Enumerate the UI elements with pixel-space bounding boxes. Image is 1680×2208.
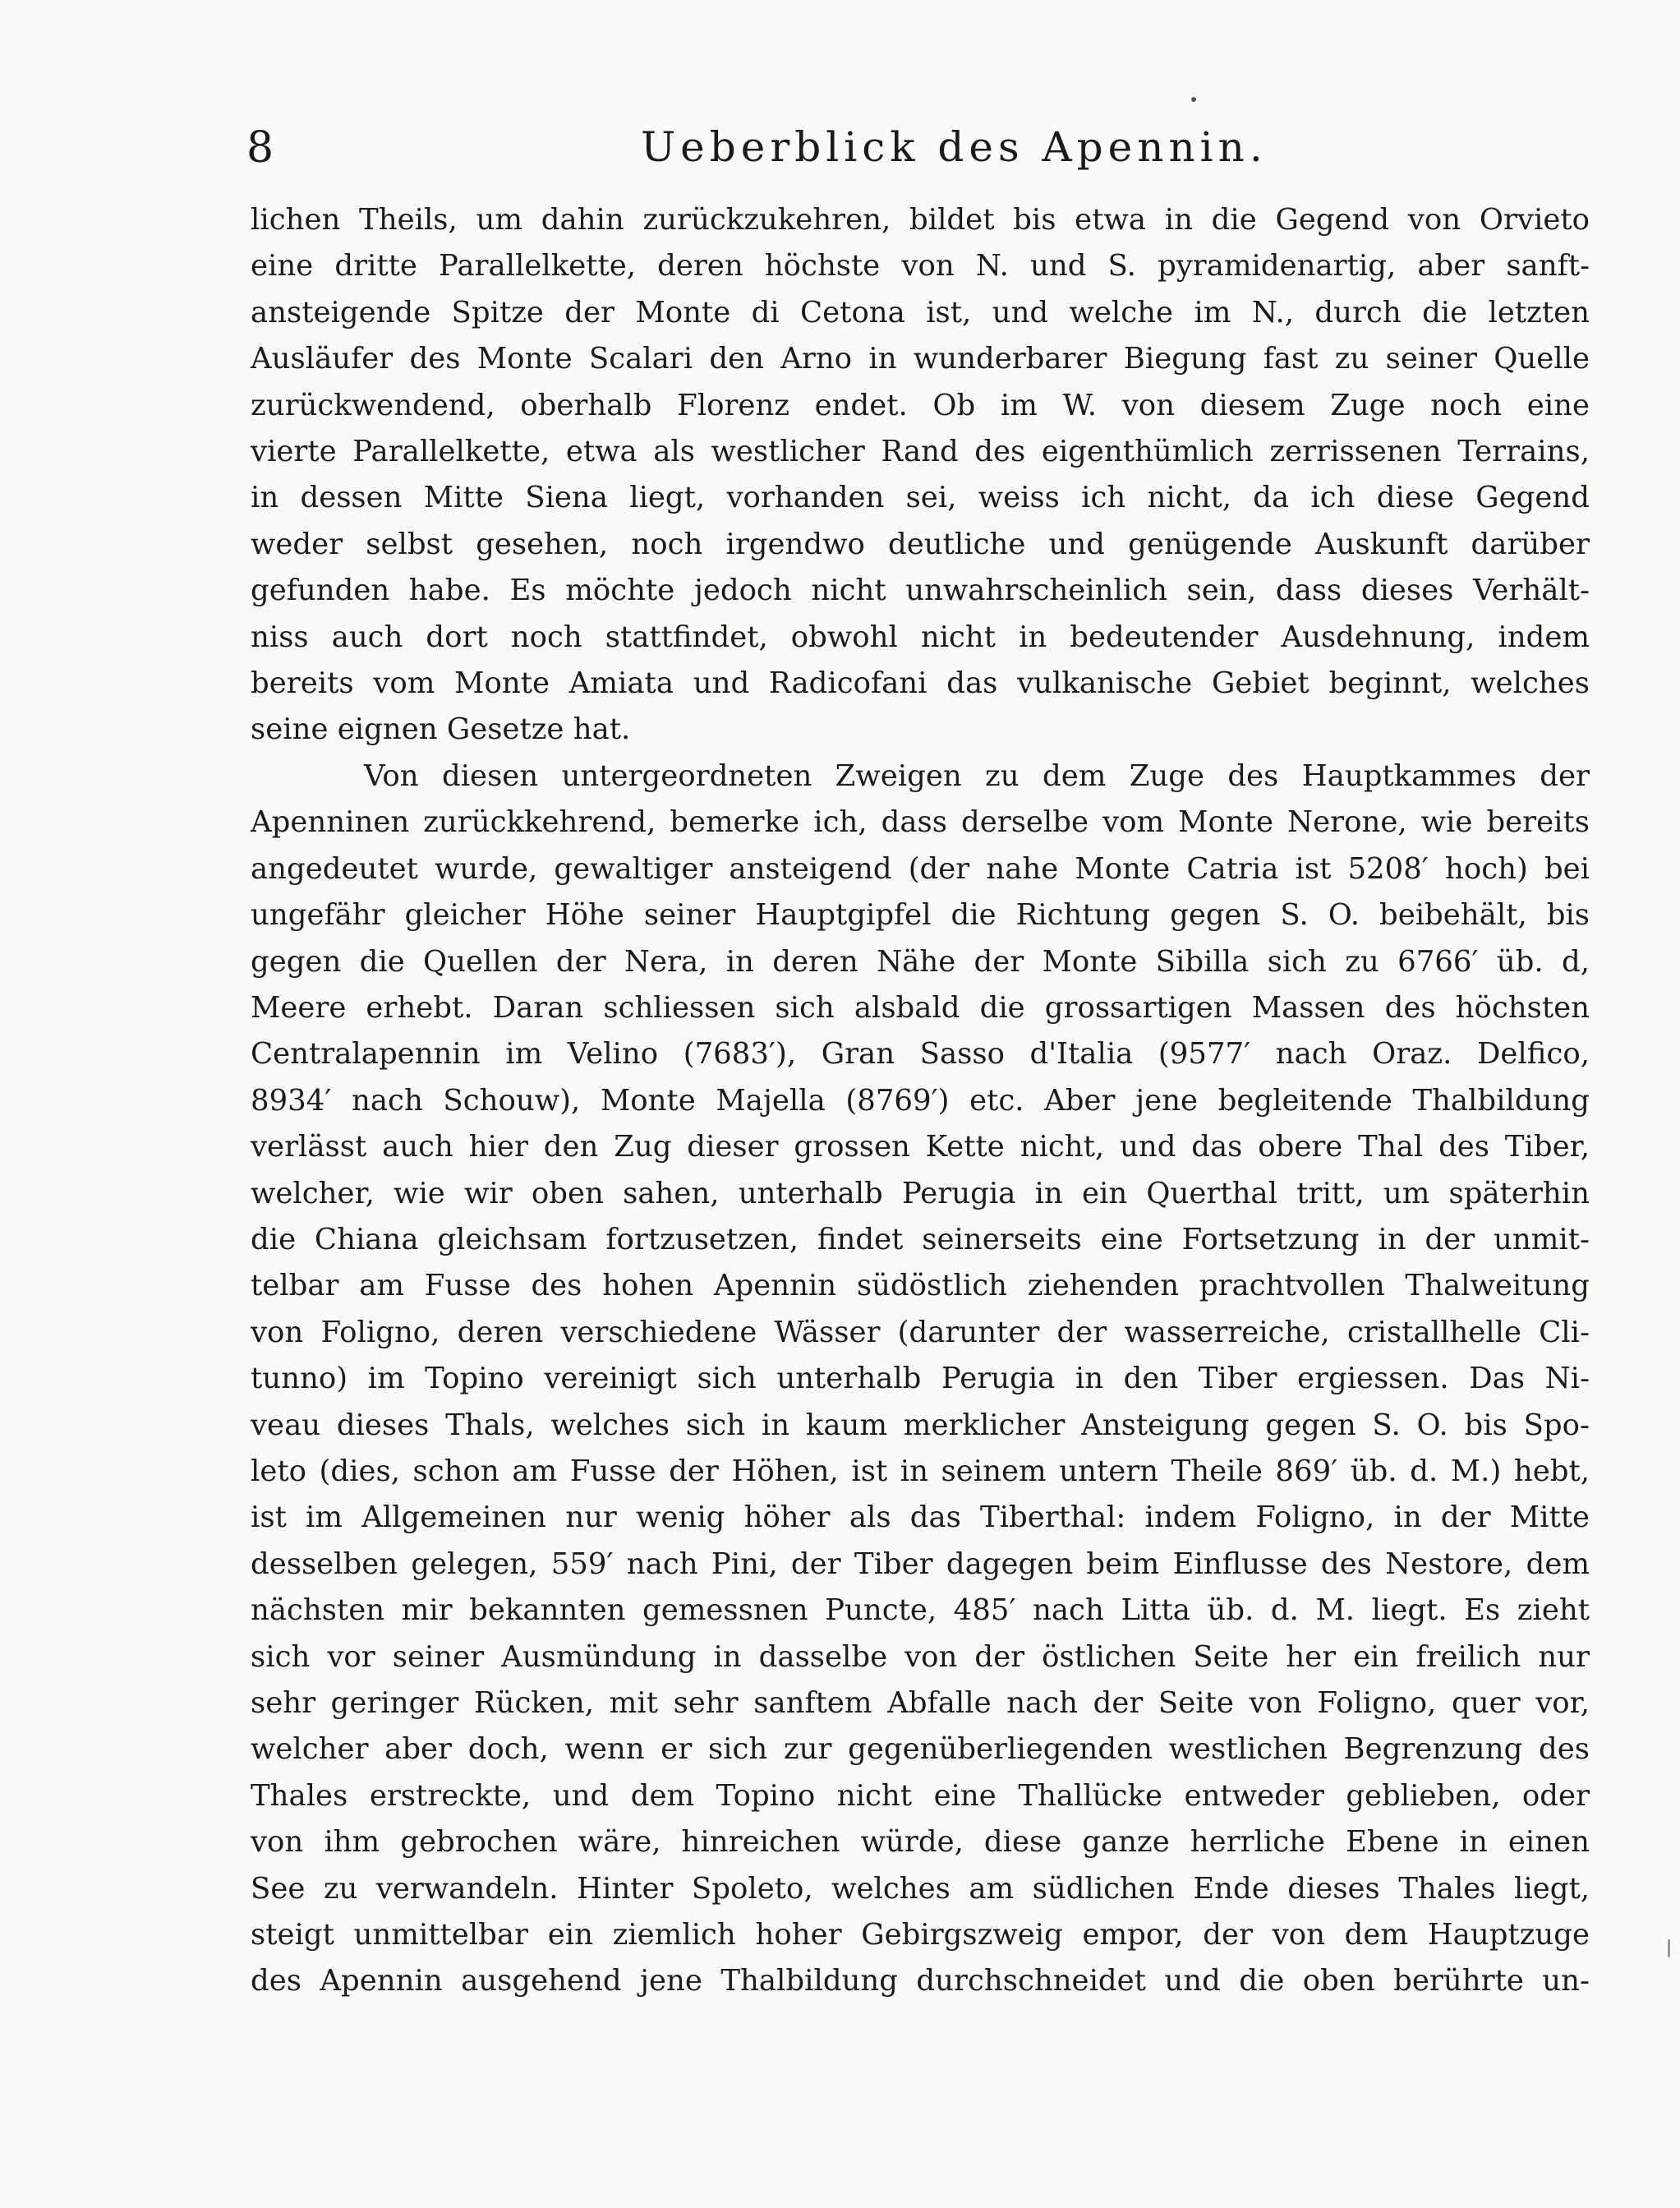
text-line: vierte Parallelkette, etwa als westlicher Rand des eigenthümlich zerrissenen Terrains, [251,435,1590,469]
text-line: des Apennin ausgehend jene Thalbildung durchschneidet und die oben berührte un- [251,1964,1590,1998]
text-line: zurückwendend, oberhalb Florenz endet. Ob im W. von diesem Zuge noch eine [251,388,1590,422]
text-line: Apenninen zurückkehrend, bemerke ich, dass derselbe vom Monte Nerone, wie bereits [251,805,1590,840]
running-title: Ueberblick des Apennin. [641,123,1268,171]
page-header [246,123,1627,189]
ink-speck [1191,97,1196,102]
ink-speck [1668,1939,1670,1957]
text-line: 8934′ nach Schouw), Monte Majella (8769′) etc. Aber jene begleitende Thalbildung [251,1083,1590,1118]
text-line: weder selbst gesehen, noch irgendwo deutliche und genügende Auskunft darüber [251,527,1590,561]
text-line: tunno) im Topino vereinigt sich unterhalb Perugia in den Tiber ergiessen. Das Ni- [251,1362,1590,1396]
text-line: bereits vom Monte Amiata und Radicofani das vulkanische Gebiet beginnt, welches [251,666,1590,701]
text-line: See zu verwandeln. Hinter Spoleto, welches am südlichen Ende dieses Thales liegt, [251,1871,1590,1906]
text-line: ungefähr gleicher Höhe seiner Hauptgipfel die Richtung gegen S. O. beibehält, bis [251,898,1590,933]
text-line: die Chiana gleichsam fortzusetzen, findet seinerseits eine Fortsetzung in der unmit- [251,1222,1590,1256]
text-line: telbar am Fusse des hohen Apennin südöstlich ziehenden prachtvollen Thalweitung [251,1269,1590,1303]
text-line: nächsten mir bekannten gemessnen Puncte, 485′ nach Litta üb. d. M. liegt. Es zieht [251,1593,1590,1628]
text-line: Centralapennin im Velino (7683′), Gran Sasso d'Italia (9577′ nach Oraz. Delfico, [251,1037,1590,1072]
text-line: in dessen Mitte Siena liegt, vorhanden sei, weiss ich nicht, da ich diese Gegend [251,481,1590,515]
body-text [251,197,1590,2005]
text-line: ist im Allgemeinen nur wenig höher als das Tiberthal: indem Foligno, in der Mitte [251,1500,1590,1535]
text-line: von Foligno, deren verschiedene Wässer (darunter der wasserreiche, cristallhelle Cli- [251,1315,1590,1349]
text-line: welcher, wie wir oben sahen, unterhalb Perugia in ein Querthal tritt, um späterhin [251,1176,1590,1210]
text-line: von ihm gebrochen wäre, hinreichen würde, diese ganze herrliche Ebene in einen [251,1825,1590,1860]
text-line: Meere erhebt. Daran schliessen sich alsbald die grossartigen Massen des höchsten [251,990,1590,1025]
paragraph-end-line: seine eignen Gesetze hat. [251,712,631,747]
text-line: eine dritte Parallelkette, deren höchste von N. und S. pyramidenartig, aber sanft- [251,249,1590,283]
text-line: lichen Theils, um dahin zurückzukehren, bildet bis etwa in die Gegend von Orvieto [251,203,1590,237]
text-line: gegen die Quellen der Nera, in deren Nähe der Monte Sibilla sich zu 6766′ üb. d, [251,944,1590,979]
text-line: angedeutet wurde, gewaltiger ansteigend (der nahe Monte Catria ist 5208′ hoch) bei [251,851,1590,886]
text-line: gefunden habe. Es möchte jedoch nicht unwahrscheinlich sein, dass dieses Verhält- [251,574,1590,608]
page-number: 8 [246,123,274,173]
paragraph-start-line: Von diesen untergeordneten Zweigen zu dem Zuge des Hauptkammes der [364,758,1590,793]
text-line: Thales erstreckte, und dem Topino nicht eine Thallücke entweder geblieben, oder [251,1778,1590,1813]
text-line: sich vor seiner Ausmündung in dasselbe von der östlichen Seite her ein freilich nur [251,1639,1590,1674]
text-line: verlässt auch hier den Zug dieser grossen Kette nicht, und das obere Thal des Tiber, [251,1130,1590,1164]
text-line: leto (dies, schon am Fusse der Höhen, ist in seinem untern Theile 869′ üb. d. M.) hebt, [251,1454,1590,1488]
text-line: Ausläufer des Monte Scalari den Arno in wunderbarer Biegung fast zu seiner Quelle [251,342,1590,376]
text-line: ansteigende Spitze der Monte di Cetona ist, und welche im N., durch die letzten [251,295,1590,330]
text-line: desselben gelegen, 559′ nach Pini, der Tiber dagegen beim Einflusse des Nestore, dem [251,1547,1590,1581]
text-line: veau dieses Thals, welches sich in kaum merklicher Ansteigung gegen S. O. bis Spo- [251,1408,1590,1442]
text-line: sehr geringer Rücken, mit sehr sanftem Abfalle nach der Seite von Foligno, quer vor, [251,1686,1590,1720]
text-line: niss auch dort noch stattfindet, obwohl nicht in bedeutender Ausdehnung, indem [251,620,1590,654]
text-line: welcher aber doch, wenn er sich zur gegenüberliegenden westlichen Begrenzung des [251,1732,1590,1767]
text-line: steigt unmittelbar ein ziemlich hoher Gebirgszweig empor, der von dem Hauptzuge [251,1918,1590,1952]
